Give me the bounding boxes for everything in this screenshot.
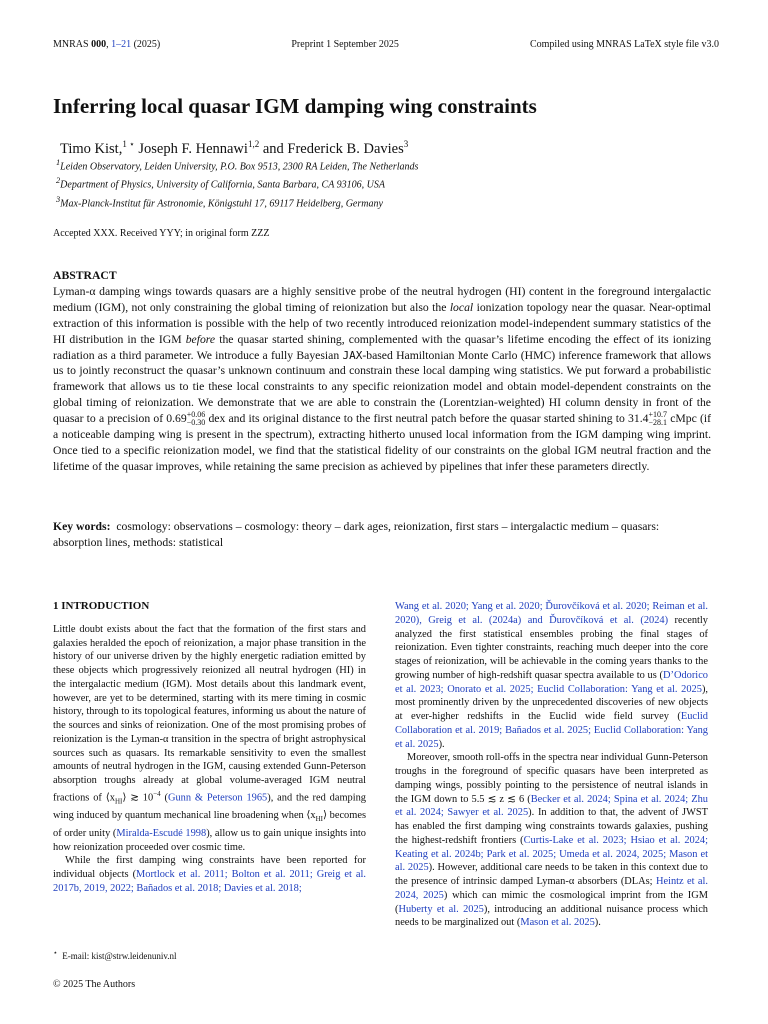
copyright: © 2025 The Authors	[53, 979, 136, 990]
footnote-email: ⋆ E-mail: kist@strw.leidenuniv.nl	[53, 948, 177, 961]
refs-statistical-ensembles[interactable]: Wang et al. 2020; Yang et al. 2020; Ďurovčíková et al. 2020; Reiman et al. 2020), Greig et al. (2024a) and Ďurovčíková et al. (2024)	[395, 601, 708, 626]
refs-mason[interactable]: Mason et al. 2025	[520, 917, 595, 929]
refs-damping-wing-individual[interactable]: Mortlock et al. 2011; Bolton et al. 2011; Greig et al. 2017b, 2019, 2022; Bañados et al. 2018; Davies et al. 2018;	[53, 869, 366, 894]
compiled-note: Compiled using MNRAS LaTeX style file v3.0	[529, 39, 719, 50]
author-list: Timo Kist,$^{1 ⋆}$ Joseph F. Hennawi$^{1,2}$ and Frederick B. Davies$^3$	[60, 139, 409, 157]
refs-quasar-spectra[interactable]: D’Odorico et al. 2023; Onorato et al. 2025; Euclid Collaboration: Yang et al. 2025	[395, 669, 708, 695]
page-range-link[interactable]: 1–21	[111, 39, 132, 50]
refs-jwst-galaxies[interactable]: Curtis-Lake et al. 2023; Hsiao et al. 2024; Keating et al. 2024b; Park et al. 2025; Umeda et al. 2024, 2025; Mason et al. 2025	[395, 834, 708, 874]
affiliation-2: $^2$Department of Physics, University of California, Santa Barbara, CA 93106, USA	[56, 176, 385, 191]
refs-neutral-islands[interactable]: Becker et al. 2024; Spina et al. 2024; Zhu et al. 2024; Sawyer et al. 2025	[395, 793, 708, 819]
left-column	[53, 600, 366, 896]
acceptance-note: Accepted XXX. Received YYY; in original form ZZZ	[53, 228, 270, 239]
section-heading-introduction: 1 INTRODUCTION	[53, 600, 150, 612]
paper-title: Inferring local quasar IGM damping wing constraints	[53, 94, 537, 118]
affiliation-1: $^1$Leiden Observatory, Leiden University, P.O. Box 9513, 2300 RA Leiden, The Netherlands	[56, 158, 419, 173]
right-paragraph-1: Wang et al. 2020; Yang et al. 2020; Ďurovčíková et al. 2020; Reiman et al. 2020), Greig et al. (2024a) and Ďurovčíková et al. (2024) recently analyzed the first statistical ensembles probing the final stages of reionization. Even tighter constraints, reaching much deeper into the core stages of reionization, will be achievable in the coming years thanks to the growing number of high-redshift quasar spectra available to us (D’Odorico et al. 2023; Onorato et al. 2025; Euclid Collaboration: Yang et al. 2025), most prominently driven by the unprecedented discoveries of new objects at ever-higher redshifts in the Euclid wide field survey (Euclid Collaboration et al. 2019; Bañados et al. 2025; Euclid Collaboration: Yang et al. 2025).	[395, 601, 708, 750]
journal-citation: MNRAS 000, 1–21 (2025)	[53, 39, 161, 50]
affiliations	[56, 156, 418, 211]
refs-euclid[interactable]: Euclid Collaboration et al. 2019; Bañados et al. 2025; Euclid Collaboration: Yang et al. 2025	[395, 711, 708, 750]
abstract: ABSTRACT Lyman-α damping wings towards quasars are a highly sensitive probe of the neutral hydrogen (HI) content in the foreground intergalactic medium (IGM), not only constraining the global timing of reionization but also the local ionization topology near the quasar. Near-optimal extraction of this information is possible with the help of two recently introduced reionization model-independent summary statistics of the HI distribution in the IGM before the quasar started shining, complemented with the quasar’s lifetime encoding the effect of its ionizing radiation as a third parameter. We introduce a fully Bayesian JAX-based Hamiltonian Monte Carlo (HMC) inference framework that allows us to jointly reconstruct the quasar’s unknown continuum and constrain these local damping wing statistics. We put forward a probabilistic framework that allows us to tie these local constraints to any specific reionization model and obtain model-dependent constraints on the global timing of reionization. We demonstrate that we are able to constrain the (Lorentzian-weighted) HI column density in front of the quasar to a precision of 0.69 +0.06 −0.30 dex and its original distance to the first neutral patch before the quasar started shining to 31.4 +10.7 −28.1 cMpc (if a noticeable damping wing is present in the spectrum), extracting hitherto unused local information from the IGM damping wing imprint. Once tied to a specific reionization model, we find that the statistical fidelity of our constraints on the global IGM neutral fraction and the lifetime of the quasar improves, while retaining the same precision as achieved by pipelines that infer these parameters directly.	[53, 269, 712, 474]
preprint-date: Preprint 1 September 2025	[291, 39, 399, 50]
abstract-heading: ABSTRACT	[53, 269, 117, 282]
right-column	[395, 600, 708, 930]
right-paragraph-2: Moreover, smooth roll-offs in the spectra near individual Gunn-Peterson troughs in the foreground of specific quasars have been interpreted as damping wings, possibly pointing to the persistence of neutral islands in the IGM down to 5.5 ≲ z ≲ 6 (Becker et al. 2024; Spina et al. 2024; Zhu et al. 2024; Sawyer et al. 2025). In addition to that, the advent of JWST has enabled the first damping wing constraints towards galaxies, pushing the highest-redshift frontiers (Curtis-Lake et al. 2023; Hsiao et al. 2024; Keating et al. 2024b; Park et al. 2025; Umeda et al. 2024, 2025; Mason et al. 2025). However, additional care needs to be taken in this context due to the presence of intrinsic damped Lyman-α absorbers (DLAs; Heintz et al. 2024, 2025) which can mimic the cosmological imprint from the IGM (Huberty et al. 2025), introducing an additional nuisance process which needs to be marginalized out (Mason et al. 2025).	[395, 752, 709, 929]
running-header	[53, 39, 719, 50]
refs-huberty[interactable]: Huberty et al. 2025	[398, 903, 484, 915]
intro-paragraph-2: While the first damping wing constraints have been reported for individual objects (Mortlock et al. 2011; Bolton et al. 2011; Greig et al. 2017b, 2019, 2022; Bañados et al. 2018; Davies et al. 2018;	[53, 855, 366, 894]
affiliation-3: $^3$Max-Planck-Institut für Astronomie, Königstuhl 17, 69117 Heidelberg, Germany	[56, 194, 383, 209]
ref-miralda-escude[interactable]: Miralda-Escudé 1998	[116, 827, 207, 839]
keywords: Key words: cosmology: observations – cosmology: theory – dark ages, reionization, first stars – intergalactic medium – quasars: absorption lines, methods: statistical	[53, 520, 660, 549]
ref-gunn-peterson[interactable]: Gunn & Peterson 1965	[167, 792, 268, 804]
intro-paragraph-1: Little doubt exists about the fact that the formation of the first stars and galaxies heralded the epoch of reionization, a major phase transition in the history of our universe driven by the highly energetic radiation emitted by these objects which progressively reionized all neutral hydrogen (HI) in the intergalactic medium (IGM). Most details about this landmark event, however, are yet to be determined, starting with its mere timing in cosmic history, through to its topological features, informing us about the nature of the sources and sinks of reionization. One of the most promising probes of reionization is the Lyman-α transition in the spectra of bright astrophysical sources such as quasars. Its remarkable sensitivity to even the smallest amounts of neutral hydrogen in the IGM, causing extended Gunn-Peterson absorption troughs already at global volume-averaged IGM neutral fractions of $⟨x_{HI}⟩$ ≳ $10^{-4}$ (Gunn & Peterson 1965), and the red damping wing induced by quantum mechanical line broadening when $⟨x_{HI}⟩$ becomes of order unity (Miralda-Escudé 1998), allow us to gain unique insights into how reionization proceeded over cosmic time.	[53, 623, 367, 853]
refs-heintz[interactable]: Heintz et al. 2024, 2025	[395, 876, 708, 901]
